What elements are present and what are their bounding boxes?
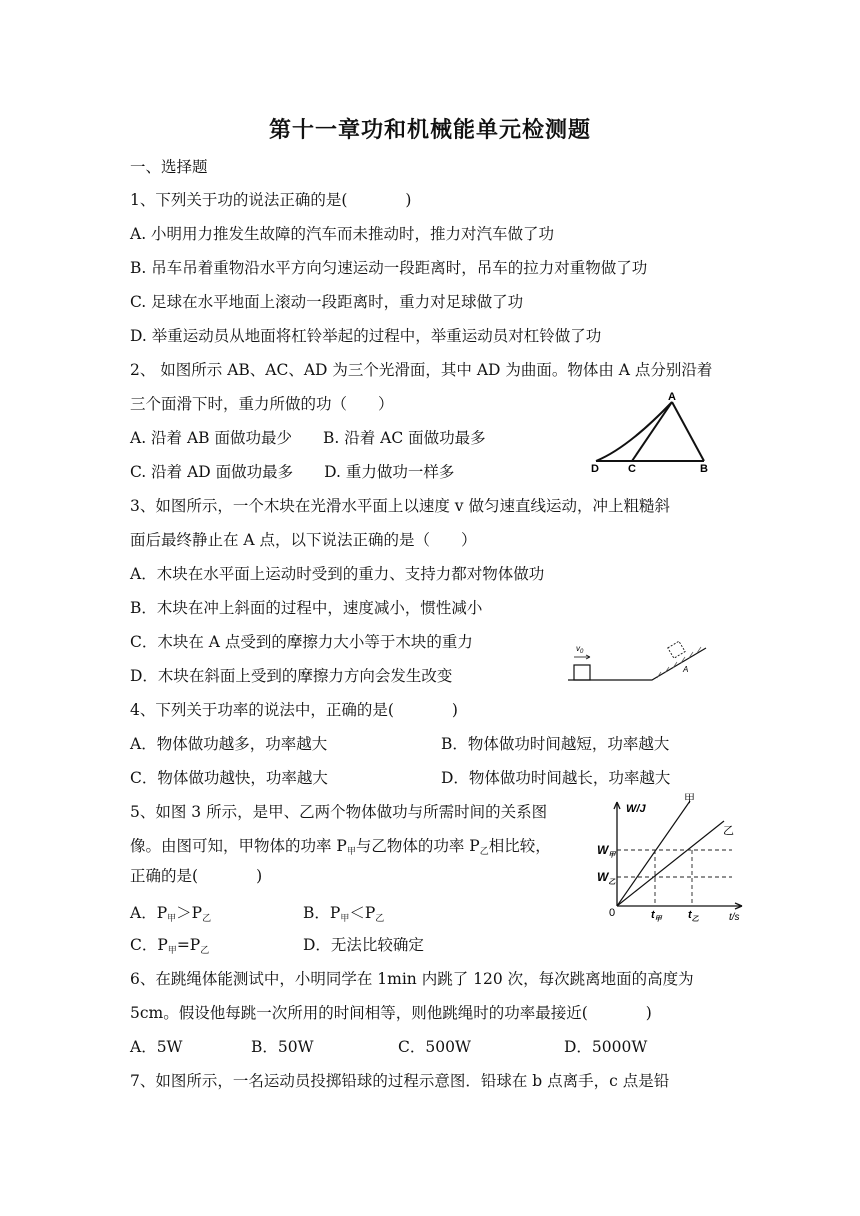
question-6-option-c: C．500W xyxy=(398,1038,471,1056)
question-1-option-b: B. 吊车吊着重物沿水平方向匀速运动一段距离时，吊车的拉力对重物做了功 xyxy=(130,259,648,277)
question-3-option-b: B．木块在冲上斜面的过程中，速度减小，惯性减小 xyxy=(130,599,483,617)
question-2-options-ab: A. 沿着 AB 面做功最少 B. 沿着 AC 面做功最多 xyxy=(130,429,486,447)
question-4-stem: 4、下列关于功率的说法中，正确的是( ) xyxy=(130,701,458,719)
question-3-option-c: C．木块在 A 点受到的摩擦力大小等于木块的重力 xyxy=(130,633,473,651)
question-4-option-a: A．物体做功越多，功率越大 xyxy=(130,735,328,753)
question-6-stem-line1: 6、在跳绳体能测试中，小明同学在 1min 内跳了 120 次，每次跳离地面的高度为 xyxy=(130,970,694,988)
figure-label-a: A xyxy=(668,391,676,403)
question-3-option-a: A．木块在水平面上运动时受到的重力、支持力都对物体做功 xyxy=(130,565,545,583)
question-1-option-d: D. 举重运动员从地面将杠铃举起的过程中，举重运动员对杠铃做了功 xyxy=(130,327,602,345)
figure-label-b: B xyxy=(700,463,708,475)
question-5-stem-line3: 正确的是( ) xyxy=(130,867,263,885)
figure-label-d: D xyxy=(591,463,599,475)
graph-series-yi-label: 乙 xyxy=(723,825,734,837)
question-3-stem-line1: 3、如图所示，一个木块在光滑水平面上以速度 v 做匀速直线运动，冲上粗糙斜 xyxy=(130,497,670,515)
question-5-stem-line1: 5、如图 3 所示，是甲、乙两个物体做功与所需时间的关系图 xyxy=(130,803,548,821)
sliding-block-figure xyxy=(562,636,712,686)
page-title: 第十一章功和机械能单元检测题 xyxy=(268,118,591,143)
incline-planes-figure xyxy=(588,390,718,475)
question-3-stem-line2: 面后最终静止在 A 点，以下说法正确的是（ ） xyxy=(130,531,477,549)
question-4-option-b: B．物体做功时间越短，功率越大 xyxy=(441,735,670,753)
question-5-stem-line2: 像。由图可知，甲物体的功率 $P_甲$与乙物体的功率 $P_乙$相比较， xyxy=(130,837,551,857)
question-1-option-c: C. 足球在水平地面上滚动一段距离时，重力对足球做了功 xyxy=(130,293,524,311)
question-6-option-d: D．5000W xyxy=(564,1038,648,1056)
figure-label-c: C xyxy=(628,463,636,475)
question-5-option-b: B．$P_甲<P_乙$ xyxy=(303,904,385,924)
point-a-label: A xyxy=(683,665,689,674)
graph-origin-label: 0 xyxy=(609,907,616,919)
question-7-stem-line1: 7、如图所示，一名运动员投掷铅球的过程示意图．铅球在 b 点离手，c 点是铅 xyxy=(130,1072,670,1090)
question-2-stem-line2: 三个面滑下时，重力所做的功（ ） xyxy=(130,395,394,413)
section-heading: 一、选择题 xyxy=(130,158,208,176)
question-6-option-b: B．50W xyxy=(251,1038,314,1056)
graph-t-jia-label: $t_甲$ xyxy=(651,909,662,923)
question-5-option-a: A．$P_甲>P_乙$ xyxy=(130,904,212,924)
work-time-graph xyxy=(592,792,750,927)
question-1-stem: 1、下列关于功的说法正确的是( ) xyxy=(130,191,412,209)
question-4-option-d: D．物体做功时间越长，功率越大 xyxy=(441,769,671,787)
question-4-option-c: C．物体做功越快，功率越大 xyxy=(130,769,328,787)
question-1-option-a: A. 小明用力推发生故障的汽车而未推动时，推力对汽车做了功 xyxy=(130,225,555,243)
graph-t-yi-label: $t_乙$ xyxy=(688,909,699,923)
question-2-options-cd: C. 沿着 AD 面做功最多 D. 重力做功一样多 xyxy=(130,463,455,481)
graph-series-jia-label: 甲 xyxy=(684,793,695,805)
question-6-stem-line2: 5cm。假设他每跳一次所用的时间相等，则他跳绳时的功率最接近( ) xyxy=(130,1004,652,1022)
question-2-stem-line1: 2、 如图所示 AB、AC、AD 为三个光滑面，其中 AD 为曲面。物体由 A 点分别沿着 xyxy=(130,361,713,379)
question-5-option-d: D．无法比较确定 xyxy=(303,936,424,954)
graph-w-yi-label: $W_乙$ xyxy=(597,870,616,886)
question-3-option-d: D．木块在斜面上受到的摩擦力方向会发生改变 xyxy=(130,667,453,685)
graph-w-jia-label: $W_甲$ xyxy=(597,843,616,859)
question-5-option-c: C．$P_甲=P_乙$ xyxy=(130,936,210,956)
graph-x-axis-label: t/s xyxy=(729,912,740,923)
graph-y-axis-label: W/J xyxy=(626,803,646,815)
velocity-label: $v_0$ xyxy=(576,644,584,655)
question-6-option-a: A．5W xyxy=(130,1038,183,1056)
